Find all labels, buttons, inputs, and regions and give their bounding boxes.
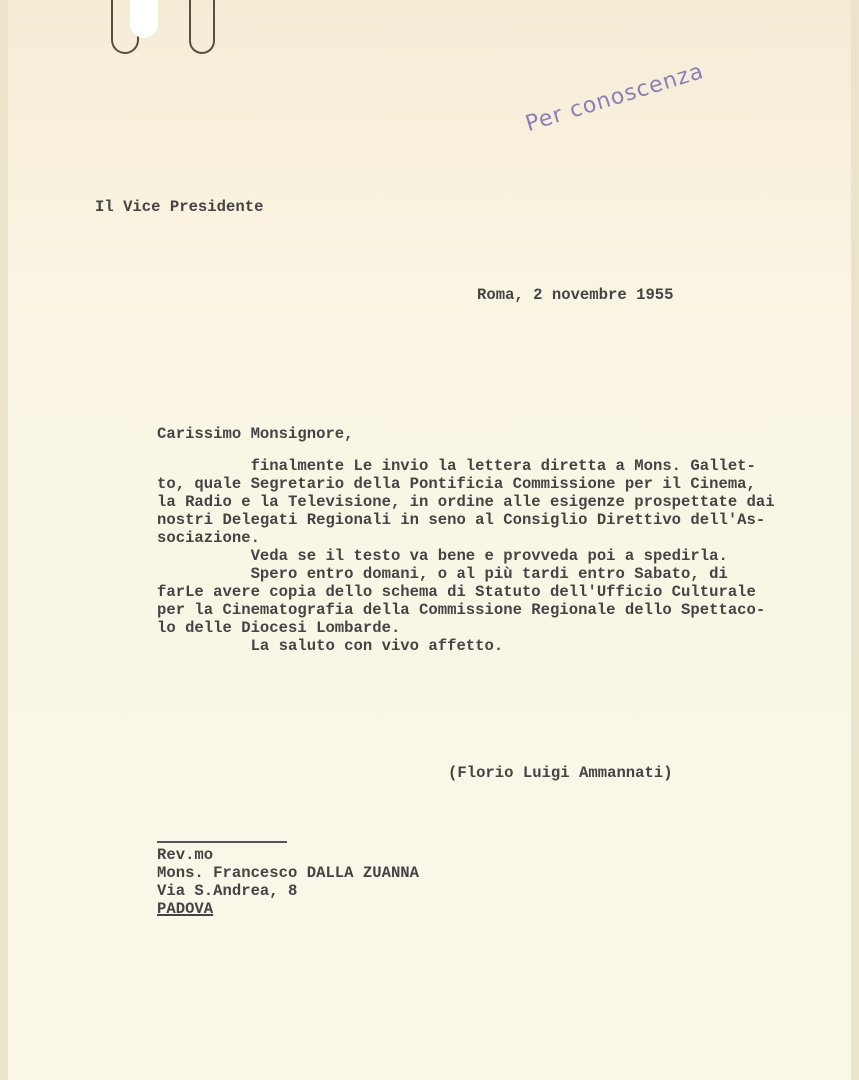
recipient-name: Mons. Francesco DALLA ZUANNA [157, 864, 420, 882]
body-line: la Radio e la Televisione, in ordine alle esigenze prospettate dai [157, 493, 775, 511]
body-line: Veda se il testo va bene e provveda poi a spedirla. [157, 547, 728, 565]
body-line: sociazione. [157, 529, 260, 547]
body-line: nostri Delegati Regionali in seno al Consiglio Direttivo dell'As- [157, 511, 766, 529]
punched-hole [130, 0, 158, 38]
stamp-per-conoscenza: Per conoscenza [522, 58, 708, 137]
recipient-city: PADOVA [157, 900, 214, 918]
body-line: lo delle Diocesi Lombarde. [157, 619, 401, 637]
body-line: La saluto con vivo affetto. [157, 637, 504, 655]
body-line: farLe avere copia dello schema di Statuto dell'Ufficio Culturale [157, 583, 756, 601]
recipient-address: Via S.Andrea, 8 [157, 882, 298, 900]
body-line: Spero entro domani, o al più tardi entro Sabato, di [157, 565, 728, 583]
binder-hole-mark [189, 0, 215, 54]
sender-title: Il Vice Presidente [95, 198, 264, 216]
signature: (Florio Luigi Ammannati) [448, 764, 673, 782]
recipient-title: Rev.mo [157, 846, 214, 864]
body-line: finalmente Le invio la lettera diretta a Mons. Gallet- [157, 457, 756, 475]
page-edge-left [0, 0, 8, 1080]
divider-line [157, 841, 287, 843]
page-edge-right [851, 0, 859, 1080]
place-date: Roma, 2 novembre 1955 [477, 286, 674, 304]
salutation: Carissimo Monsignore, [157, 425, 354, 443]
body-line: per la Cinematografia della Commissione Regionale dello Spettaco- [157, 601, 766, 619]
body-line: to, quale Segretario della Pontificia Commissione per il Cinema, [157, 475, 756, 493]
